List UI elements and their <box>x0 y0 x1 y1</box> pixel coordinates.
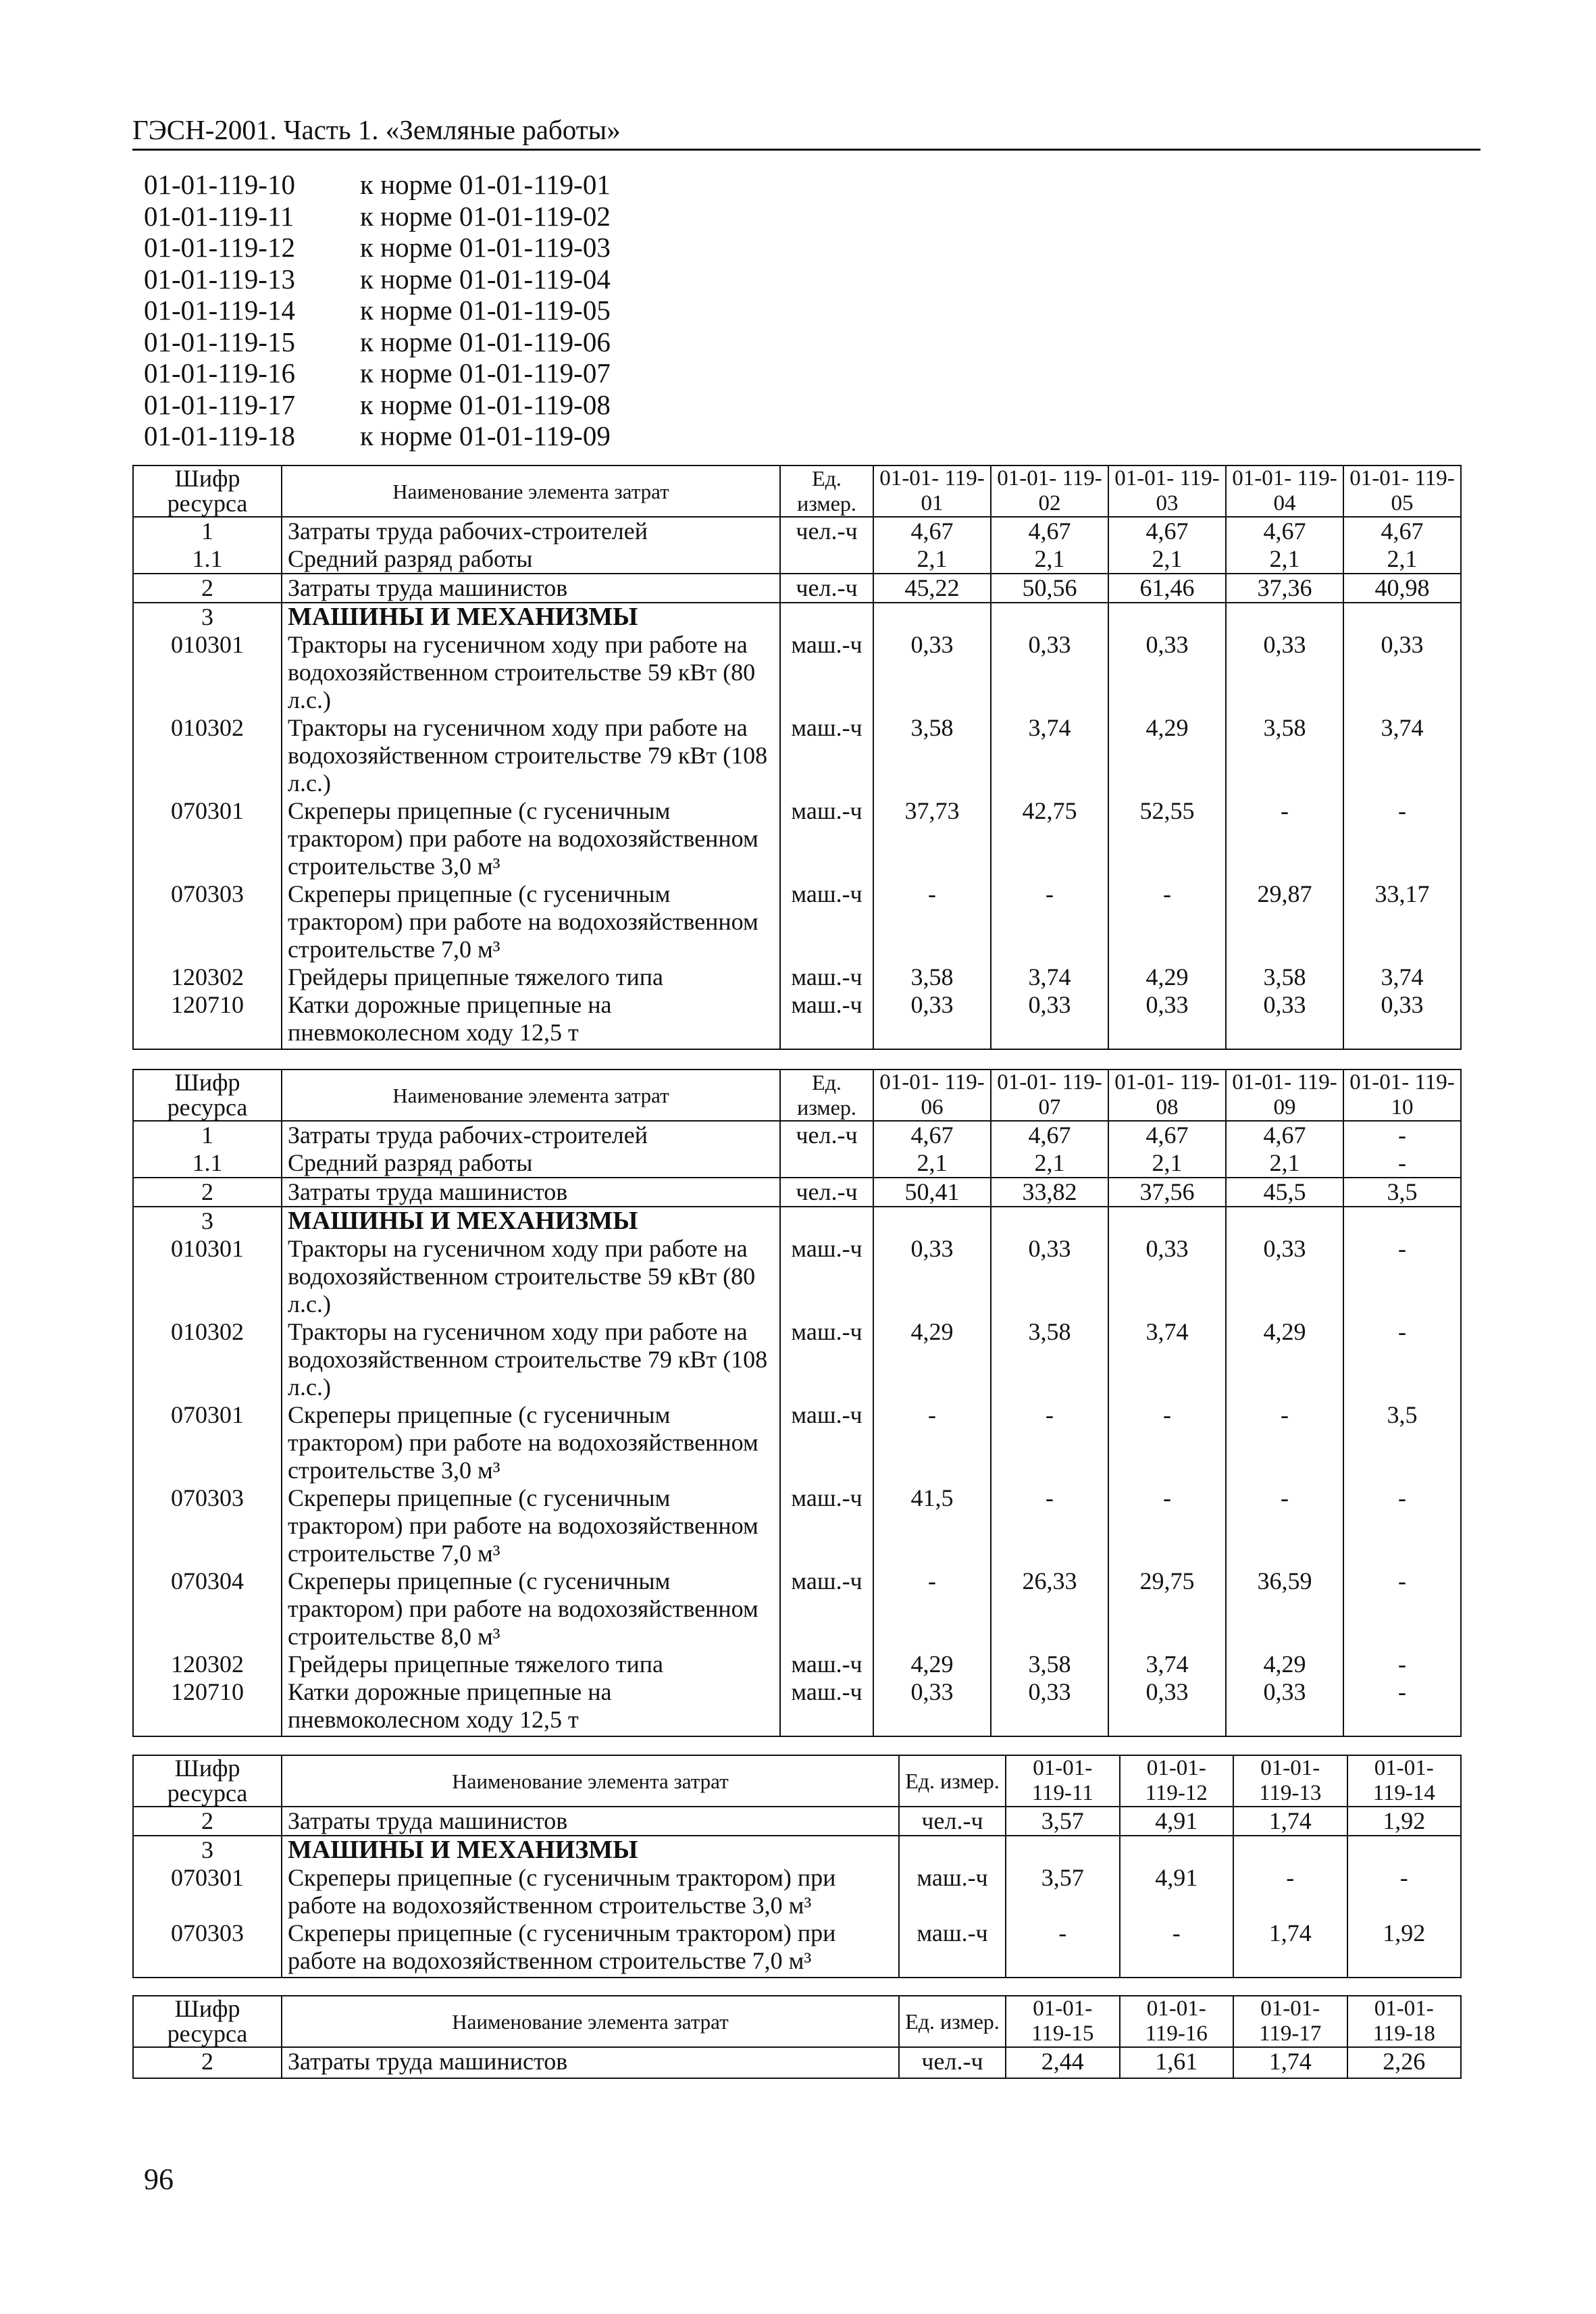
norm-value: - <box>991 880 1108 963</box>
norm-value: - <box>1343 1567 1461 1651</box>
norm-reference-item <box>144 263 611 295</box>
norm-value: 3,58 <box>1226 963 1343 991</box>
norm-value: 29,75 <box>1108 1567 1226 1651</box>
resource-code: 1 <box>133 1121 282 1149</box>
norm-value: 50,56 <box>991 574 1108 603</box>
resource-code: 1 <box>133 517 282 545</box>
cost-element-name: МАШИНЫ И МЕХАНИЗМЫ <box>282 603 780 631</box>
norm-value: 3,57 <box>1006 1864 1120 1919</box>
norm-value: 41,5 <box>873 1484 991 1567</box>
norm-value: 4,67 <box>1226 517 1343 545</box>
table-header-row <box>133 1996 1461 2047</box>
resource-code: 2 <box>133 1807 282 1836</box>
norm-value: - <box>1343 1678 1461 1736</box>
norm-value: 0,33 <box>991 631 1108 714</box>
norm-value: - <box>1006 1919 1120 1978</box>
norm-value: - <box>1226 797 1343 880</box>
norm-value: 0,33 <box>991 1235 1108 1318</box>
cost-element-name: Скреперы прицепные (с гусеничным трактором) при работе на водохозяйственном строительстве 7,0 м³ <box>282 1484 780 1567</box>
norm-value <box>1343 603 1461 631</box>
norm-value: 0,33 <box>873 1678 991 1736</box>
unit-of-measure: чел.-ч <box>780 1178 873 1207</box>
cost-element-name: Затраты труда машинистов <box>282 2047 899 2078</box>
norm-value: 0,33 <box>1343 991 1461 1049</box>
norm-column-header: 01-01- 119-02 <box>991 466 1108 517</box>
norm-reference-item <box>144 295 611 326</box>
cost-element-name: Тракторы на гусеничном ходу при работе на водохозяйственном строительстве 79 кВт (108 л.с.) <box>282 1318 780 1401</box>
norm-value: 0,33 <box>1226 991 1343 1049</box>
cost-element-name: Скреперы прицепные (с гусеничным трактором) при работе на водохозяйственном строительстве 3,0 м³ <box>282 1864 899 1919</box>
table-row <box>133 603 1461 631</box>
table-row <box>133 1207 1461 1235</box>
unit-header: Ед. измер. <box>899 1755 1006 1807</box>
cost-element-name: Тракторы на гусеничном ходу при работе на водохозяйственном строительстве 59 кВт (80 л.с.) <box>282 631 780 714</box>
norm-value: - <box>1343 797 1461 880</box>
norm-table-4 <box>132 1995 1462 2079</box>
norm-value: 4,67 <box>1343 517 1461 545</box>
norm-reference-item <box>144 357 611 389</box>
reference-code: 01-01-119-15 <box>144 326 295 357</box>
unit-header: Ед. измер. <box>780 1070 873 1121</box>
norm-value <box>1108 1207 1226 1235</box>
reference-code: 01-01-119-11 <box>144 200 294 232</box>
resource-code: 120710 <box>133 991 282 1049</box>
norm-value: 4,67 <box>873 517 991 545</box>
norm-value: 3,74 <box>991 714 1108 797</box>
unit-of-measure: маш.-ч <box>780 797 873 880</box>
cost-element-name-header: Наименование элемента затрат <box>282 1755 899 1807</box>
norm-value: 2,1 <box>1343 545 1461 574</box>
table-row <box>133 1567 1461 1651</box>
unit-of-measure <box>899 1836 1006 1864</box>
cost-element-name: МАШИНЫ И МЕХАНИЗМЫ <box>282 1836 899 1864</box>
norm-value: 3,5 <box>1343 1401 1461 1484</box>
norm-value: 4,91 <box>1120 1864 1234 1919</box>
table-row <box>133 1651 1461 1678</box>
norm-column-header: 01-01- 119-18 <box>1347 1996 1462 2047</box>
table-row <box>133 1401 1461 1484</box>
norm-column-header: 01-01- 119-01 <box>873 466 991 517</box>
reference-text: к норме 01-01-119-05 <box>360 295 611 326</box>
norm-reference-item <box>144 201 611 232</box>
unit-of-measure <box>780 545 873 574</box>
unit-of-measure <box>780 603 873 631</box>
norm-value: 3,58 <box>873 714 991 797</box>
norm-value: 36,59 <box>1226 1567 1343 1651</box>
norm-value <box>1347 1836 1462 1864</box>
unit-of-measure: маш.-ч <box>780 1401 873 1484</box>
table-row <box>133 1836 1461 1864</box>
unit-of-measure <box>780 1207 873 1235</box>
resource-code: 3 <box>133 603 282 631</box>
norm-value: 2,1 <box>873 545 991 574</box>
norm-value: 0,33 <box>873 991 991 1049</box>
table-row <box>133 545 1461 574</box>
reference-code: 01-01-119-17 <box>144 388 295 420</box>
norm-value: 42,75 <box>991 797 1108 880</box>
unit-of-measure: маш.-ч <box>780 1484 873 1567</box>
norm-value: 1,92 <box>1347 1919 1462 1978</box>
resource-code: 2 <box>133 1178 282 1207</box>
table-row <box>133 1318 1461 1401</box>
norm-value: - <box>1347 1864 1462 1919</box>
resource-code: 2 <box>133 2047 282 2078</box>
cost-element-name: Катки дорожные прицепные на пневмоколесном ходу 12,5 т <box>282 991 780 1049</box>
norm-value: 4,67 <box>1108 517 1226 545</box>
norm-value: 1,74 <box>1233 2047 1347 2078</box>
unit-of-measure: чел.-ч <box>780 517 873 545</box>
norm-value: 4,29 <box>873 1318 991 1401</box>
cost-element-name-header: Наименование элемента затрат <box>282 1070 780 1121</box>
table-row <box>133 1678 1461 1736</box>
resource-code: 010302 <box>133 714 282 797</box>
norm-value: 2,1 <box>1226 1149 1343 1178</box>
cost-element-name: Затраты труда машинистов <box>282 1178 780 1207</box>
cost-element-name: Средний разряд работы <box>282 545 780 574</box>
resource-code-header: Шифр ресурса <box>133 466 282 517</box>
norm-value: 37,73 <box>873 797 991 880</box>
norm-column-header: 01-01- 119-14 <box>1347 1755 1462 1807</box>
cost-element-name: МАШИНЫ И МЕХАНИЗМЫ <box>282 1207 780 1235</box>
norm-value: 0,33 <box>1343 631 1461 714</box>
norm-value: - <box>1343 1484 1461 1567</box>
norm-value: 61,46 <box>1108 574 1226 603</box>
unit-of-measure: маш.-ч <box>780 714 873 797</box>
norm-value: - <box>991 1484 1108 1567</box>
reference-text: к норме 01-01-119-02 <box>360 200 611 232</box>
norm-column-header: 01-01- 119-06 <box>873 1070 991 1121</box>
reference-text: к норме 01-01-119-08 <box>360 388 611 420</box>
norm-value: 0,33 <box>1108 631 1226 714</box>
resource-code: 070303 <box>133 1919 282 1978</box>
norm-value: - <box>1343 1149 1461 1178</box>
norm-reference-item <box>144 420 611 452</box>
resource-code: 010301 <box>133 631 282 714</box>
norm-value: 3,74 <box>1108 1651 1226 1678</box>
table-row <box>133 1484 1461 1567</box>
norm-value <box>991 603 1108 631</box>
reference-text: к норме 01-01-119-01 <box>360 169 611 200</box>
unit-of-measure: маш.-ч <box>780 991 873 1049</box>
unit-of-measure: чел.-ч <box>899 2047 1006 2078</box>
norm-value <box>873 603 991 631</box>
unit-header: Ед. измер. <box>780 466 873 517</box>
resource-code: 070303 <box>133 1484 282 1567</box>
resource-code: 120302 <box>133 1651 282 1678</box>
resource-code: 120302 <box>133 963 282 991</box>
norm-value: 3,74 <box>1108 1318 1226 1401</box>
cost-element-name: Грейдеры прицепные тяжелого типа <box>282 1651 780 1678</box>
unit-of-measure: маш.-ч <box>780 1651 873 1678</box>
unit-of-measure: маш.-ч <box>899 1864 1006 1919</box>
table-row <box>133 1149 1461 1178</box>
norm-value: 2,1 <box>873 1149 991 1178</box>
reference-code: 01-01-119-16 <box>144 357 295 388</box>
norm-value: 3,58 <box>991 1318 1108 1401</box>
norm-value: 0,33 <box>873 631 991 714</box>
reference-code: 01-01-119-12 <box>144 232 295 263</box>
norm-column-header: 01-01- 119-13 <box>1233 1755 1347 1807</box>
norm-value: 2,1 <box>1108 545 1226 574</box>
cost-element-name: Тракторы на гусеничном ходу при работе на водохозяйственном строительстве 59 кВт (80 л.с.) <box>282 1235 780 1318</box>
cost-element-name: Тракторы на гусеничном ходу при работе на водохозяйственном строительстве 79 кВт (108 л.с.) <box>282 714 780 797</box>
resource-code: 010302 <box>133 1318 282 1401</box>
table-row <box>133 517 1461 545</box>
norm-value: - <box>873 1567 991 1651</box>
norm-value: 1,74 <box>1233 1807 1347 1836</box>
cost-element-name: Средний разряд работы <box>282 1149 780 1178</box>
unit-of-measure: чел.-ч <box>780 1121 873 1149</box>
norm-value: 1,74 <box>1233 1919 1347 1978</box>
norm-table-2 <box>132 1069 1462 1737</box>
cost-element-name: Затраты труда рабочих-строителей <box>282 1121 780 1149</box>
resource-code: 2 <box>133 574 282 603</box>
norm-value: 26,33 <box>991 1567 1108 1651</box>
table-row <box>133 714 1461 797</box>
norm-value: - <box>1108 1484 1226 1567</box>
reference-code: 01-01-119-14 <box>144 295 295 326</box>
norm-value: 29,87 <box>1226 880 1343 963</box>
norm-value: - <box>873 880 991 963</box>
table-row <box>133 631 1461 714</box>
norm-value: 0,33 <box>1226 631 1343 714</box>
norm-reference-item <box>144 232 611 263</box>
page-number: 96 <box>144 2163 174 2196</box>
norm-value: 1,92 <box>1347 1807 1462 1836</box>
cost-element-name: Скреперы прицепные (с гусеничным трактором) при работе на водохозяйственном строительстве 8,0 м³ <box>282 1567 780 1651</box>
table-row <box>133 991 1461 1049</box>
cost-element-name: Скреперы прицепные (с гусеничным трактором) при работе на водохозяйственном строительстве 7,0 м³ <box>282 880 780 963</box>
norm-value: 3,74 <box>1343 963 1461 991</box>
norm-value <box>1226 1207 1343 1235</box>
cost-element-name: Затраты труда машинистов <box>282 574 780 603</box>
cost-element-name: Грейдеры прицепные тяжелого типа <box>282 963 780 991</box>
cost-element-name: Катки дорожные прицепные на пневмоколесном ходу 12,5 т <box>282 1678 780 1736</box>
norm-value: 2,1 <box>991 1149 1108 1178</box>
norm-value: 0,33 <box>1108 1678 1226 1736</box>
table-row <box>133 1807 1461 1836</box>
norm-value: 2,1 <box>1108 1149 1226 1178</box>
norm-value <box>1233 1836 1347 1864</box>
reference-text: к норме 01-01-119-07 <box>360 357 611 388</box>
norm-table-3 <box>132 1755 1462 1978</box>
table-row <box>133 1919 1461 1978</box>
norm-value: 4,29 <box>1108 963 1226 991</box>
norm-column-header: 01-01- 119-04 <box>1226 466 1343 517</box>
unit-of-measure: маш.-ч <box>780 1235 873 1318</box>
norm-value: 4,67 <box>991 517 1108 545</box>
resource-code: 070303 <box>133 880 282 963</box>
norm-value: 4,29 <box>1226 1651 1343 1678</box>
norm-value: 3,74 <box>991 963 1108 991</box>
unit-of-measure: маш.-ч <box>780 963 873 991</box>
norm-value: - <box>1108 1401 1226 1484</box>
resource-code-header: Шифр ресурса <box>133 1070 282 1121</box>
reference-text: к норме 01-01-119-09 <box>360 420 611 451</box>
norm-value: 4,29 <box>873 1651 991 1678</box>
norm-value: 45,5 <box>1226 1178 1343 1207</box>
reference-text: к норме 01-01-119-03 <box>360 232 611 263</box>
norm-column-header: 01-01- 119-10 <box>1343 1070 1461 1121</box>
unit-of-measure: маш.-ч <box>899 1919 1006 1978</box>
norm-value: 3,58 <box>991 1651 1108 1678</box>
norm-value: 4,67 <box>873 1121 991 1149</box>
resource-code: 070301 <box>133 1401 282 1484</box>
norm-reference-item <box>144 169 611 201</box>
resource-code: 070301 <box>133 797 282 880</box>
norm-value: - <box>991 1401 1108 1484</box>
norm-value: 0,33 <box>991 1678 1108 1736</box>
norm-column-header: 01-01- 119-12 <box>1120 1755 1234 1807</box>
table-header-row <box>133 1070 1461 1121</box>
reference-text: к норме 01-01-119-06 <box>360 326 611 357</box>
unit-of-measure: маш.-ч <box>780 880 873 963</box>
unit-of-measure: маш.-ч <box>780 1567 873 1651</box>
cost-element-name-header: Наименование элемента затрат <box>282 1996 899 2047</box>
unit-header: Ед. измер. <box>899 1996 1006 2047</box>
table-row <box>133 797 1461 880</box>
norm-value: - <box>1343 1318 1461 1401</box>
table-row <box>133 1178 1461 1207</box>
unit-of-measure: чел.-ч <box>780 574 873 603</box>
cost-element-name: Затраты труда машинистов <box>282 1807 899 1836</box>
norm-value: 4,67 <box>1108 1121 1226 1149</box>
resource-code: 1.1 <box>133 545 282 574</box>
resource-code: 3 <box>133 1836 282 1864</box>
unit-of-measure: маш.-ч <box>780 1678 873 1736</box>
norm-value <box>1006 1836 1120 1864</box>
resource-code: 1.1 <box>133 1149 282 1178</box>
norm-table-1 <box>132 465 1462 1050</box>
norm-value: 2,1 <box>991 545 1108 574</box>
table-row <box>133 880 1461 963</box>
norm-value: - <box>1343 1121 1461 1149</box>
norm-value: - <box>1343 1651 1461 1678</box>
norm-value: 52,55 <box>1108 797 1226 880</box>
norm-value: 45,22 <box>873 574 991 603</box>
resource-code: 3 <box>133 1207 282 1235</box>
table-row <box>133 1121 1461 1149</box>
reference-code: 01-01-119-18 <box>144 420 295 451</box>
norm-column-header: 01-01- 119-05 <box>1343 466 1461 517</box>
norm-value: 0,33 <box>1226 1678 1343 1736</box>
cost-element-name: Скреперы прицепные (с гусеничным трактором) при работе на водохозяйственном строительстве 7,0 м³ <box>282 1919 899 1978</box>
norm-value <box>1343 1207 1461 1235</box>
unit-of-measure: маш.-ч <box>780 631 873 714</box>
norm-value: 33,17 <box>1343 880 1461 963</box>
norm-value: 3,74 <box>1343 714 1461 797</box>
norm-value: 4,29 <box>1226 1318 1343 1401</box>
norm-column-header: 01-01- 119-08 <box>1108 1070 1226 1121</box>
page-header <box>132 114 1481 151</box>
norm-value: 3,5 <box>1343 1178 1461 1207</box>
norm-value <box>991 1207 1108 1235</box>
norm-value: 3,58 <box>1226 714 1343 797</box>
resource-code-header: Шифр ресурса <box>133 1996 282 2047</box>
norm-reference-item <box>144 389 611 421</box>
resource-code-header: Шифр ресурса <box>133 1755 282 1807</box>
norm-value: 50,41 <box>873 1178 991 1207</box>
norm-column-header: 01-01- 119-09 <box>1226 1070 1343 1121</box>
norm-column-header: 01-01- 119-11 <box>1006 1755 1120 1807</box>
cost-element-name-header: Наименование элемента затрат <box>282 466 780 517</box>
unit-of-measure <box>780 1149 873 1178</box>
norm-value: 0,33 <box>873 1235 991 1318</box>
norm-value: - <box>1226 1401 1343 1484</box>
norm-column-header: 01-01- 119-17 <box>1233 1996 1347 2047</box>
norm-value: - <box>1233 1864 1347 1919</box>
norm-value: - <box>1226 1484 1343 1567</box>
reference-code: 01-01-119-10 <box>144 169 295 200</box>
table-row <box>133 574 1461 603</box>
norm-value: - <box>873 1401 991 1484</box>
norm-value: 40,98 <box>1343 574 1461 603</box>
table-header-row <box>133 466 1461 517</box>
norm-column-header: 01-01- 119-15 <box>1006 1996 1120 2047</box>
resource-code: 070301 <box>133 1864 282 1919</box>
table-header-row <box>133 1755 1461 1807</box>
unit-of-measure: чел.-ч <box>899 1807 1006 1836</box>
norm-value <box>1226 603 1343 631</box>
norm-reference-item <box>144 326 611 358</box>
norm-value: 4,67 <box>991 1121 1108 1149</box>
norm-column-header: 01-01- 119-07 <box>991 1070 1108 1121</box>
table-row <box>133 1235 1461 1318</box>
norm-value: 1,61 <box>1120 2047 1234 2078</box>
cost-element-name: Скреперы прицепные (с гусеничным трактором) при работе на водохозяйственном строительстве 3,0 м³ <box>282 1401 780 1484</box>
unit-of-measure: маш.-ч <box>780 1318 873 1401</box>
norm-value: 0,33 <box>1108 1235 1226 1318</box>
table-row <box>133 2047 1461 2078</box>
cost-element-name: Затраты труда рабочих-строителей <box>282 517 780 545</box>
resource-code: 120710 <box>133 1678 282 1736</box>
norm-value: 0,33 <box>1226 1235 1343 1318</box>
norm-value: 2,1 <box>1226 545 1343 574</box>
resource-code: 010301 <box>133 1235 282 1318</box>
table-row <box>133 963 1461 991</box>
norm-value <box>1108 603 1226 631</box>
norm-value: 4,29 <box>1108 714 1226 797</box>
norm-value: 37,56 <box>1108 1178 1226 1207</box>
table-row <box>133 1864 1461 1919</box>
norm-value: 0,33 <box>991 991 1108 1049</box>
norm-value: 2,44 <box>1006 2047 1120 2078</box>
norm-value: 33,82 <box>991 1178 1108 1207</box>
header-title: ГЭСН-2001. Часть 1. «Земляные работы» <box>132 114 621 145</box>
norm-value: 0,33 <box>1108 991 1226 1049</box>
norm-value <box>1120 1836 1234 1864</box>
norm-value: - <box>1120 1919 1234 1978</box>
norm-value: 2,26 <box>1347 2047 1462 2078</box>
norm-value: - <box>1343 1235 1461 1318</box>
norm-value: 4,91 <box>1120 1807 1234 1836</box>
norm-value: 3,57 <box>1006 1807 1120 1836</box>
cost-element-name: Скреперы прицепные (с гусеничным трактором) при работе на водохозяйственном строительстве 3,0 м³ <box>282 797 780 880</box>
norm-reference-list <box>144 169 611 452</box>
reference-text: к норме 01-01-119-04 <box>360 263 611 295</box>
norm-value <box>873 1207 991 1235</box>
norm-value: - <box>1108 880 1226 963</box>
reference-code: 01-01-119-13 <box>144 263 295 295</box>
resource-code: 070304 <box>133 1567 282 1651</box>
norm-value: 3,58 <box>873 963 991 991</box>
norm-column-header: 01-01- 119-16 <box>1120 1996 1234 2047</box>
norm-column-header: 01-01- 119-03 <box>1108 466 1226 517</box>
norm-value: 37,36 <box>1226 574 1343 603</box>
norm-value: 4,67 <box>1226 1121 1343 1149</box>
